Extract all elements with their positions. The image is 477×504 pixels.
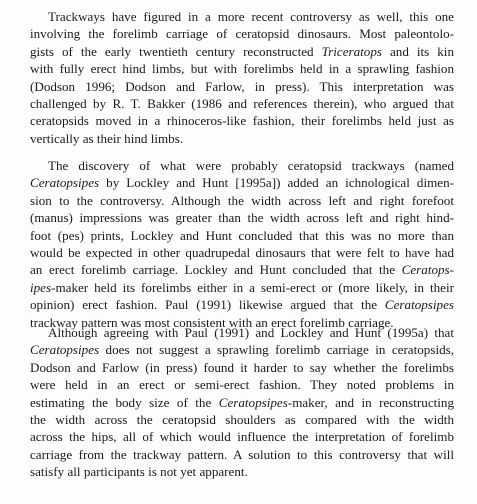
italic-taxon-name: Ceratops- xyxy=(401,262,454,278)
italic-taxon-name: ipes xyxy=(30,279,52,295)
paragraph-body xyxy=(30,8,454,147)
text-line: foot (pes) prints, Lockley and Hunt concluded that this was no more than xyxy=(30,227,454,243)
text-line: carriage from the trackway pattern. A solution to this controversy that will xyxy=(30,446,454,462)
text-line: would be expected in other quadrupedal dinosaurs that were felt to have had xyxy=(30,244,454,260)
text-line: trackway pattern was most consistent with an erect forelimb carriage. xyxy=(30,314,394,330)
paragraph-ceratopsipes-discovery xyxy=(30,157,454,331)
text-line: ceratopsids moved in a rhinoceros-like fashion, their forelimbs held just as xyxy=(30,113,454,129)
text-line: Dodson and Farlow (in press) found it harder to say whether the forelimbs xyxy=(30,359,454,375)
paragraph-bakker-controversy xyxy=(30,8,454,147)
text-line: vertically as their hind limbs. xyxy=(30,130,184,146)
text-line: The discovery of what were probably ceratopsid trackways (named xyxy=(48,158,454,173)
text-line: Ceratopsipes does not suggest a sprawling forelimb carriage in ceratopsids, xyxy=(30,342,454,358)
paragraph-body xyxy=(30,157,454,331)
italic-taxon-name: Ceratopsipes xyxy=(384,297,454,313)
text-line: sion to the controversy. Although the width across left and right forefoot xyxy=(30,192,454,208)
text-line: Trackways have figured in a more recent controversy as well, this one xyxy=(48,9,454,24)
italic-taxon-name: Triceratops xyxy=(321,43,382,59)
text-line: with fully erect hind limbs, but with forelimbs held in a sprawling fashion xyxy=(30,61,454,77)
text-line: opinion) erect fashion. Paul (1991) likewise argued that the Ceratopsipes xyxy=(30,297,454,313)
text-line: Although agreeing with Paul (1991) and Lockley and Hunt (1995a) that xyxy=(48,325,454,340)
text-line: Ceratopsipes by Lockley and Hunt [1995a]) added an ichnological dimen- xyxy=(30,175,454,191)
text-line: across the hips, all of which would influence the interpretation of forelimb xyxy=(30,429,454,445)
paragraph-dodson-farlow xyxy=(30,324,454,481)
text-line: satisfy all participants is not yet apparent. xyxy=(30,464,248,480)
text-line: the width across the ceratopsid shoulders as compared with the width xyxy=(30,411,454,427)
text-line: estimating the body size of the Ceratopsipes-maker, and in reconstructing xyxy=(30,394,454,410)
italic-taxon-name: Ceratopsipes xyxy=(30,175,100,191)
text-line: were held in an erect or semi-erect fashion. They noted problems in xyxy=(30,377,454,393)
text-line: (manus) impressions was greater than the width across left and right hind- xyxy=(30,210,454,226)
italic-taxon-name: Ceratopsipes xyxy=(30,342,100,358)
text-line: (Dodson 1996; Dodson and Farlow, in press). This interpretation was xyxy=(30,78,454,94)
text-line: challenged by R. T. Bakker (1986 and references therein), who argued that xyxy=(30,95,454,111)
italic-taxon-name: Ceratopsipes xyxy=(218,394,288,410)
paragraph-body xyxy=(30,324,454,481)
text-line: an erect forelimb carriage. Lockley and Hunt concluded that the Ceratops- xyxy=(30,262,454,278)
text-line: involving the forelimb carriage of ceratopsid dinosaurs. Most paleontolo- xyxy=(30,26,454,42)
text-line: gists of the early twentieth century reconstructed Triceratops and its kin xyxy=(30,43,454,59)
text-line: ipes-maker held its forelimbs either in a semi-erect or (more likely, in their xyxy=(30,279,454,295)
